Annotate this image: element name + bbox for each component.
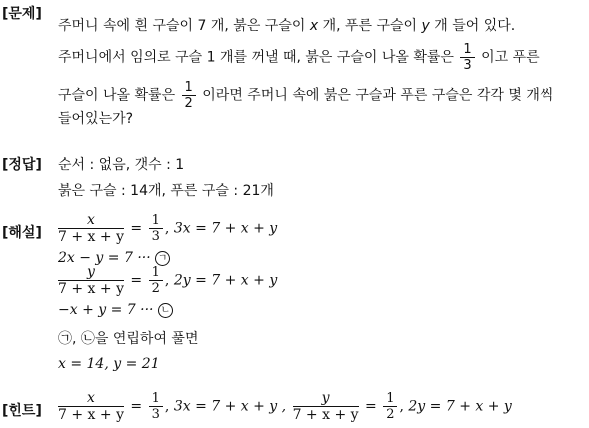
solution-eq-3-tail: 2y = 7 + x + y — [173, 272, 278, 289]
fraction-one-third — [460, 42, 474, 73]
fraction-one-half — [182, 80, 196, 111]
problem-line-3 — [58, 80, 553, 111]
problem-line-3-b: 이라면 주머니 속에 붉은 구슬과 푸른 구슬은 각각 몇 개씩 — [202, 87, 554, 104]
problem-line-2 — [58, 42, 540, 73]
denominator: 7 + x + y — [58, 281, 124, 297]
solution-fraction-y — [58, 264, 124, 297]
problem-line-1 — [58, 15, 515, 35]
circle-mark-1: ㄱ — [155, 251, 170, 266]
denominator: 3 — [151, 407, 160, 422]
circle-mark-2: ㄴ — [158, 303, 173, 318]
problem-label: [문제] — [2, 6, 42, 22]
fraction-denominator: 2 — [184, 96, 193, 111]
hint-eq-1-tail: 3x = 7 + x + y , — [173, 398, 287, 415]
answer-label: [정답] — [2, 157, 42, 173]
solution-eq-1-tail: 3x = 7 + x + y — [173, 220, 278, 237]
solution-eq-2-text: 2x − y = 7 ··· — [58, 250, 156, 266]
solution-eq-4 — [58, 302, 173, 318]
numerator — [58, 390, 124, 407]
hint-equations: $\frac{x}{7 + x + y}$ = $\frac{1}{3}$ , 3x = 7 + x + y , $\frac{y}{7 + x + y}$ = $\frac{1}{2}$ , 2y = 7 + x + y — [58, 390, 512, 423]
problem-line-3-a: 구슬이 나올 확률은 — [58, 87, 176, 104]
hint-fraction-x — [58, 390, 124, 423]
numerator: 1 — [149, 391, 163, 407]
denominator: 7 + x + y — [58, 229, 124, 245]
solution-result — [58, 356, 160, 372]
numerator: 1 — [149, 265, 163, 281]
answer-line-1: 순서 : 없음, 갯수 : 1 — [58, 157, 185, 173]
numerator-text: x — [87, 212, 95, 228]
problem-line-1-c: 개 들어 있다. — [434, 18, 516, 34]
solution-fraction-x — [58, 212, 124, 245]
solution-eq-3: $\frac{y}{7 + x + y}$ = $\frac{1}{2}$ , 2y = 7 + x + y — [58, 264, 278, 297]
solution-fraction-one-third — [149, 213, 163, 244]
hint-fraction-y — [293, 390, 359, 423]
numerator: 1 — [149, 213, 163, 229]
problem-line-2-b: 이고 푸른 — [481, 49, 540, 66]
hint-label: [힌트] — [2, 403, 42, 419]
problem-line-1-b: 개, 푸른 구슬이 — [322, 18, 418, 34]
hint-fraction-one-third — [149, 391, 163, 422]
solution-eq-1: $\frac{x}{7 + x + y}$ = $\frac{1}{3}$ , 3x = 7 + x + y — [58, 212, 278, 245]
hint-eq-2-tail: 2y = 7 + x + y — [408, 398, 512, 415]
numerator-text: y — [321, 390, 330, 406]
numerator-text: x — [87, 390, 95, 406]
fraction-numerator: 1 — [182, 80, 196, 96]
solution-label: [해설] — [2, 225, 42, 241]
denominator: 2 — [386, 407, 395, 422]
denominator: 3 — [151, 229, 160, 244]
fraction-numerator: 1 — [460, 42, 474, 58]
numerator — [58, 264, 124, 281]
denominator: 7 + x + y — [292, 407, 359, 423]
fraction-denominator: 3 — [463, 58, 472, 73]
problem-line-1-a: 주머니 속에 흰 구슬이 7 개, 붉은 구슬이 — [58, 18, 306, 34]
numerator: 1 — [383, 391, 397, 407]
solution-fraction-one-half — [149, 265, 163, 296]
denominator: 2 — [151, 281, 160, 296]
var-y: y — [421, 18, 430, 34]
var-x: x — [309, 18, 319, 34]
solution-eq-4-text: −x + y = 7 ··· — [58, 302, 158, 318]
hint-fraction-one-half — [383, 391, 397, 422]
answer-line-2: 붉은 구슬 : 14개, 푸른 구슬 : 21개 — [58, 183, 274, 199]
numerator-text: y — [87, 264, 95, 280]
solution-result-text: x = 14, y = 21 — [58, 356, 160, 372]
solution-solve-text: ㉠, ㉡을 연립하여 풀면 — [58, 331, 199, 347]
denominator: 7 + x + y — [58, 407, 124, 423]
numerator — [293, 390, 359, 407]
numerator — [58, 212, 124, 229]
problem-line-4: 들어있는가? — [58, 111, 134, 127]
problem-line-2-a: 주머니에서 임의로 구슬 1 개를 꺼낼 때, 붉은 구슬이 나올 확률은 — [58, 49, 454, 66]
